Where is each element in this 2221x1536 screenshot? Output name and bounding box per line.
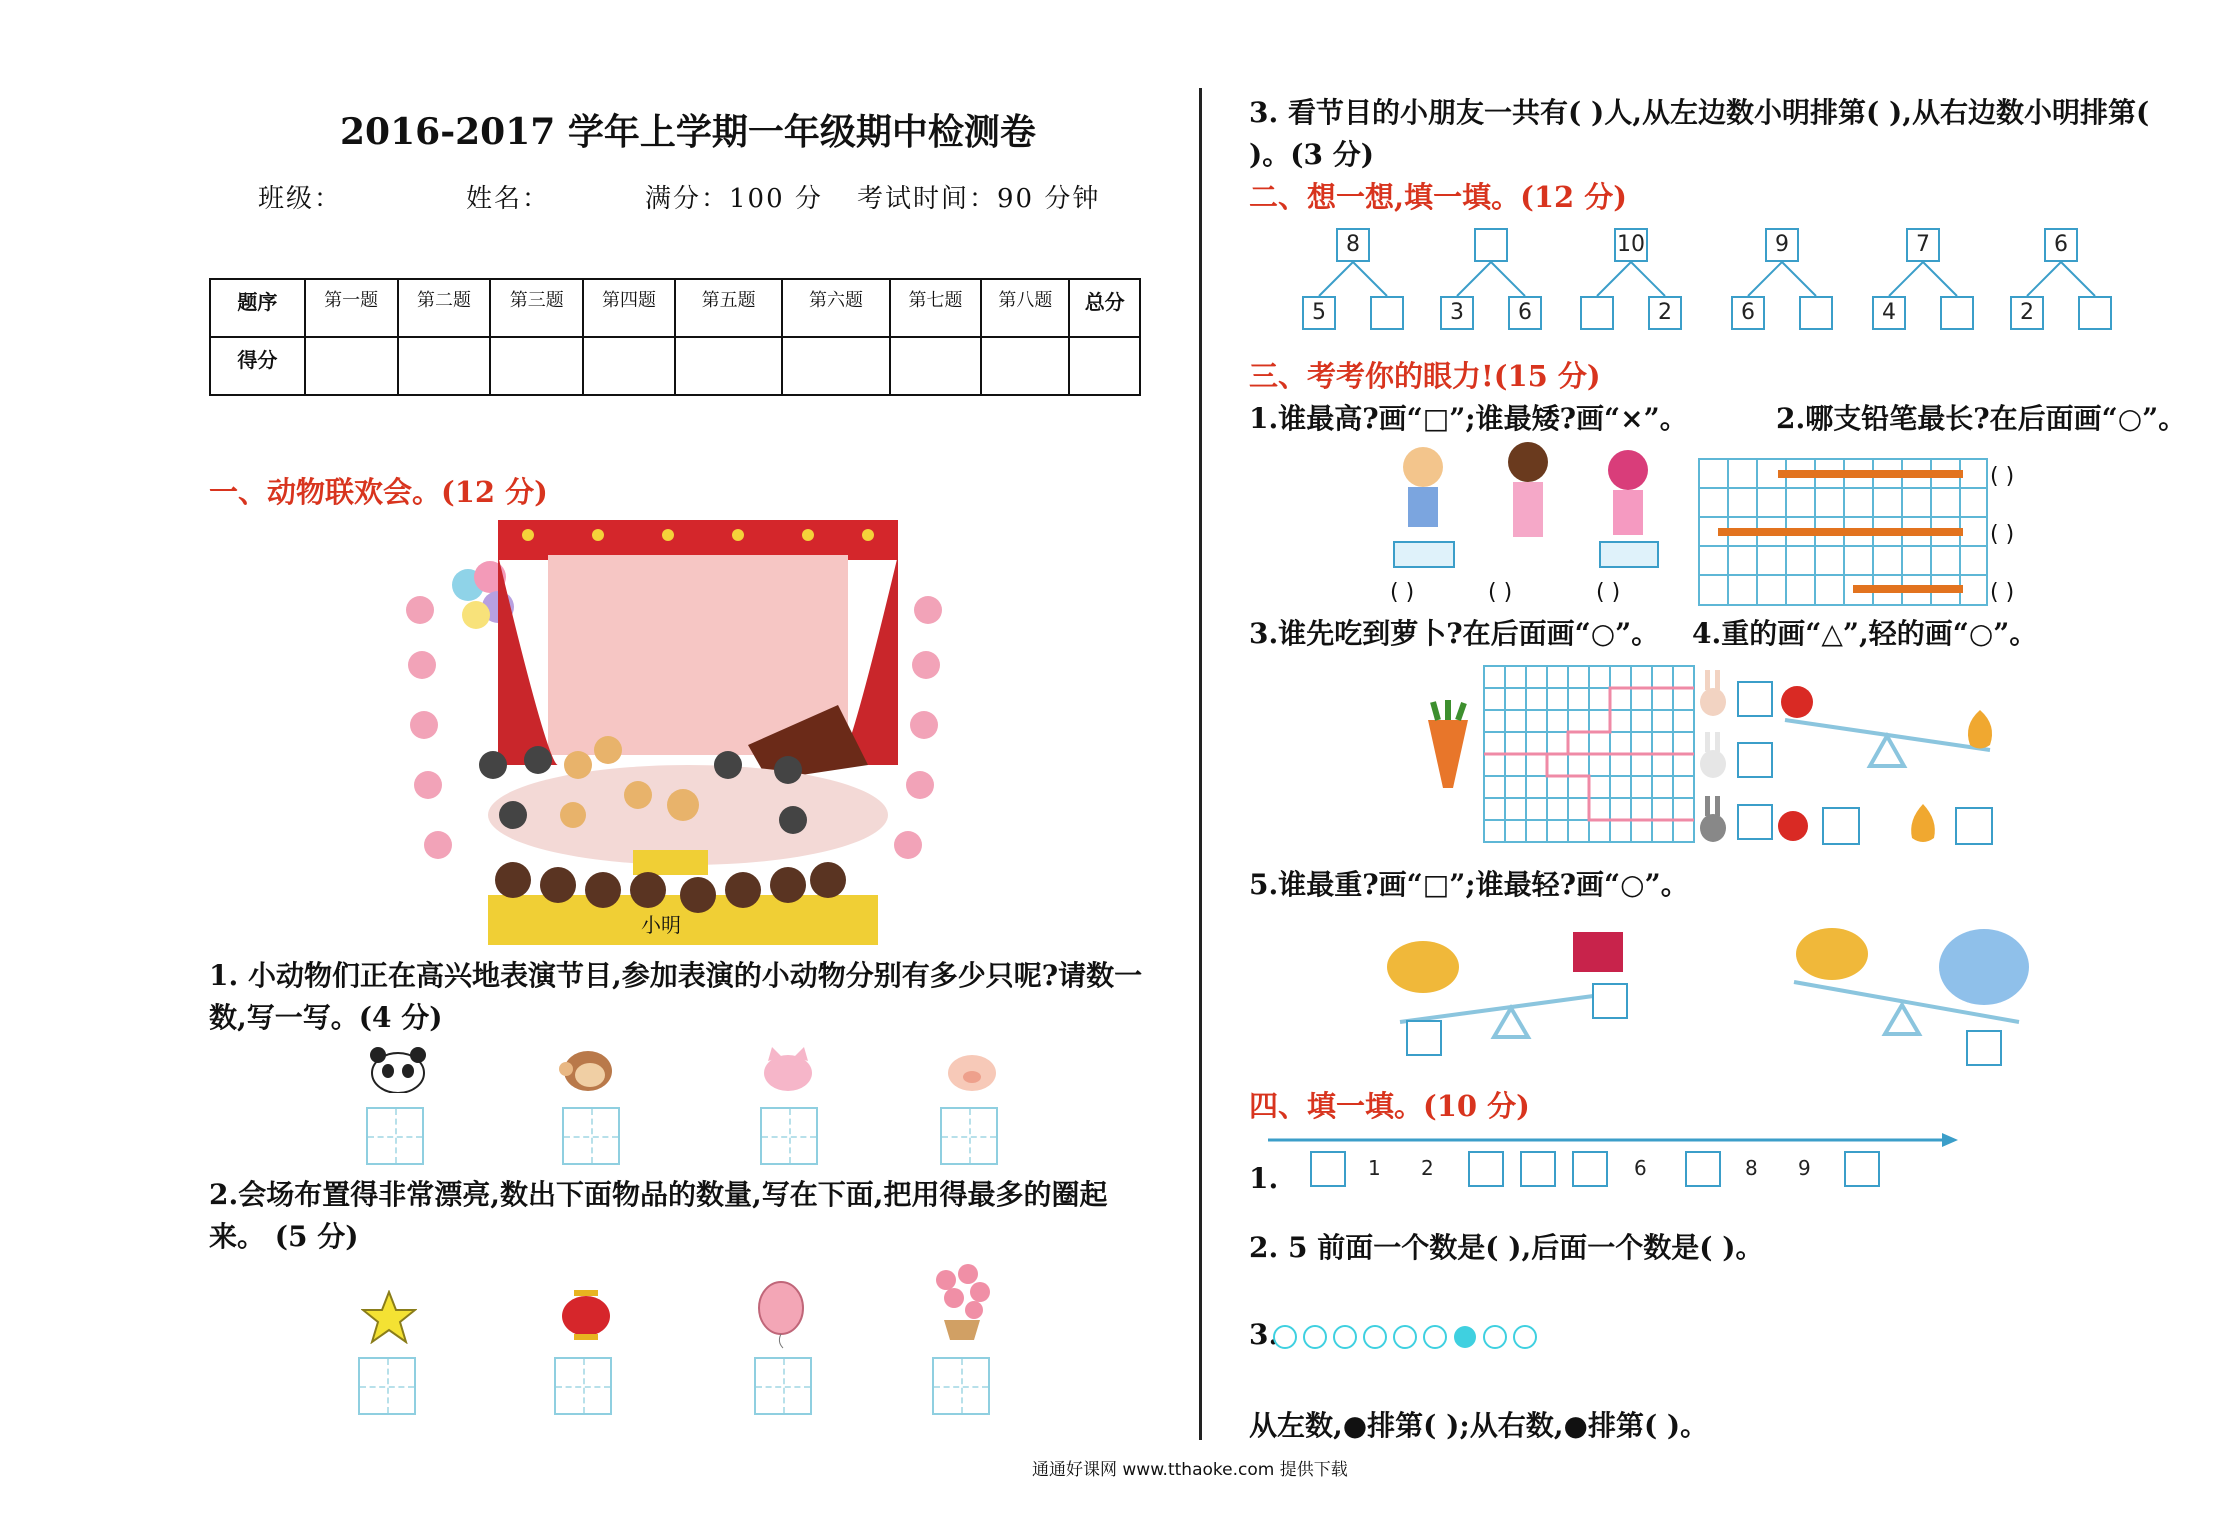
- section4-q2: 2. 5 前面一个数是( ),后面一个数是( )。: [1249, 1231, 1764, 1264]
- pear-answer-box[interactable]: [1955, 807, 1993, 845]
- girl1-paren[interactable]: ( ): [1390, 580, 1415, 605]
- score-cell[interactable]: [583, 337, 675, 395]
- apple-answer-box[interactable]: [1822, 807, 1860, 845]
- section3-q5: 5.谁最重?画“□”;谁最轻?画“○”。: [1249, 868, 1689, 901]
- score-header: 第七题: [890, 279, 982, 337]
- answer-box-balloon[interactable]: [754, 1357, 812, 1415]
- tree-right-box: 2: [1648, 296, 1682, 330]
- answer-box-panda[interactable]: [366, 1107, 424, 1165]
- tree-left-box: 2: [2010, 296, 2044, 330]
- score-cell[interactable]: [398, 337, 491, 395]
- number-line-number: 6: [1634, 1156, 1647, 1180]
- tree-top-box: 9: [1765, 228, 1799, 262]
- number-line-blank[interactable]: [1520, 1151, 1556, 1187]
- score-cell[interactable]: [675, 337, 782, 395]
- tree-right-box[interactable]: [1799, 296, 1833, 330]
- section1-q3: 3. 看节目的小朋友一共有( )人,从左边数小明排第( ),从右边数小明排第( )。(3 分): [1249, 96, 2150, 171]
- tree-right-box: 6: [1508, 296, 1542, 330]
- section4-q1-label: 1.: [1249, 1162, 1279, 1195]
- number-line-number: 9: [1798, 1156, 1811, 1180]
- score-cell[interactable]: [305, 337, 398, 395]
- class-label: 班级：: [258, 184, 343, 214]
- tree-left-box: 3: [1440, 296, 1474, 330]
- answer-box-star[interactable]: [358, 1357, 416, 1415]
- tree-top-box: 6: [2044, 228, 2078, 262]
- tree-top-box: 8: [1336, 228, 1370, 262]
- carrot-icon: [1418, 700, 1478, 790]
- tree-branches: [1576, 260, 1686, 300]
- name-label: 姓名：: [466, 184, 551, 214]
- section3-q3: 3.谁先吃到萝卜?在后面画“○”。: [1249, 617, 1660, 650]
- tree-right-box[interactable]: [2078, 296, 2112, 330]
- score-header: 第二题: [398, 279, 491, 337]
- score-header: 总分: [1069, 279, 1140, 337]
- balloon-icon: [753, 1280, 809, 1350]
- girl2-paren[interactable]: ( ): [1488, 580, 1513, 605]
- tree-branches: [1436, 260, 1546, 300]
- answer-box-pig[interactable]: [940, 1107, 998, 1165]
- tree-top-box: 10: [1614, 228, 1648, 262]
- number-line-arrow: [1268, 1130, 1958, 1150]
- pencil2-paren[interactable]: ( ): [1990, 522, 2015, 547]
- section3-q4: 4.重的画“△”,轻的画“○”。: [1692, 617, 2038, 650]
- number-line-blank[interactable]: [1572, 1151, 1608, 1187]
- tree-top-box: 7: [1906, 228, 1940, 262]
- column-divider: [1199, 88, 1202, 1440]
- score-header: 题序: [210, 279, 305, 337]
- tree-branches: [1727, 260, 1837, 300]
- score-header: 第八题: [981, 279, 1069, 337]
- tree-right-box[interactable]: [1370, 296, 1404, 330]
- rabbit3-answer-box[interactable]: [1737, 804, 1773, 840]
- tree-branches: [1868, 260, 1978, 300]
- circle-row: [1272, 1322, 1542, 1352]
- full-score: 满分：100 分: [645, 184, 823, 214]
- section4-heading: 四、填一填。(10 分): [1249, 1089, 1530, 1123]
- rabbit1-answer-box[interactable]: [1737, 681, 1773, 717]
- monkey-icon: [556, 1045, 620, 1093]
- stage-illustration: [398, 515, 948, 945]
- number-line-number: 2: [1421, 1156, 1434, 1180]
- panda-icon: [366, 1045, 430, 1093]
- number-line-blank[interactable]: [1468, 1151, 1504, 1187]
- apple-pear-balance: [1775, 680, 2005, 780]
- score-cell[interactable]: [490, 337, 583, 395]
- section4-q3-label: 3.: [1249, 1318, 1279, 1351]
- rabbit2-answer-box[interactable]: [1737, 742, 1773, 778]
- cow-elephant-balance: [1784, 912, 2044, 1062]
- maze-grid: [1483, 665, 1695, 843]
- girls-illustration: [1388, 442, 1668, 572]
- cow-answer-box[interactable]: [1406, 1020, 1442, 1056]
- flower-pot-icon: [928, 1262, 996, 1342]
- section3-heading: 三、考考你的眼力!(15 分): [1249, 359, 1601, 393]
- score-cell[interactable]: [1069, 337, 1140, 395]
- tree-left-box: 5: [1302, 296, 1336, 330]
- section1-heading: 一、动物联欢会。(12 分): [209, 475, 548, 509]
- answer-box-lantern[interactable]: [554, 1357, 612, 1415]
- tree-branches: [1298, 260, 1408, 300]
- score-cell[interactable]: [782, 337, 889, 395]
- girl3-paren[interactable]: ( ): [1596, 580, 1621, 605]
- score-header: 第六题: [782, 279, 889, 337]
- answer-box-flower[interactable]: [932, 1357, 990, 1415]
- number-line-number: 1: [1368, 1156, 1381, 1180]
- cat-icon: [756, 1045, 820, 1093]
- elephant-answer-box[interactable]: [1966, 1030, 2002, 1066]
- section3-q2: 2.哪支铅笔最长?在后面画“○”。: [1776, 402, 2187, 435]
- tree-left-box[interactable]: [1580, 296, 1614, 330]
- score-header: 第四题: [583, 279, 675, 337]
- footer: 通通好课网 www.tthaoke.com 提供下载: [1032, 1460, 1348, 1480]
- score-header: 第五题: [675, 279, 782, 337]
- pig-icon: [940, 1045, 1004, 1093]
- tree-top-box[interactable]: [1474, 228, 1508, 262]
- section3-q1: 1.谁最高?画“□”;谁最矮?画“×”。: [1249, 402, 1688, 435]
- answer-box-monkey[interactable]: [562, 1107, 620, 1165]
- tree-left-box: 4: [1872, 296, 1906, 330]
- score-row-label: 得分: [210, 337, 305, 395]
- lantern-icon: [556, 1286, 616, 1346]
- score-header: 第三题: [490, 279, 583, 337]
- exam-time: 考试时间：90 分钟: [857, 184, 1101, 214]
- pencil1-paren[interactable]: ( ): [1990, 464, 2015, 489]
- score-cell[interactable]: [890, 337, 982, 395]
- number-line-blank[interactable]: [1844, 1151, 1880, 1187]
- section4-q3-tail: 从左数,●排第( );从右数,●排第( )。: [1249, 1409, 1709, 1442]
- pear-icon: [1906, 802, 1940, 846]
- tree-right-box[interactable]: [1940, 296, 1974, 330]
- horse-answer-box[interactable]: [1592, 983, 1628, 1019]
- star-icon: [361, 1290, 417, 1344]
- score-cell[interactable]: [981, 337, 1069, 395]
- page-title: 2016-2017 学年上学期一年级期中检测卷: [340, 111, 1036, 153]
- xiaoming-label: 小明: [641, 913, 681, 937]
- pencil-grid: [1698, 458, 1988, 606]
- rabbits-icon: [1695, 668, 1731, 848]
- pencil3-paren[interactable]: ( ): [1990, 580, 2015, 605]
- number-line-blank[interactable]: [1310, 1151, 1346, 1187]
- apple-icon: [1776, 808, 1810, 842]
- number-line-number: 8: [1745, 1156, 1758, 1180]
- score-table: [209, 278, 1141, 396]
- tree-branches: [2006, 260, 2116, 300]
- section1-q1: 1. 小动物们正在高兴地表演节目,参加表演的小动物分别有多少只呢?请数一数,写一写。(4 分): [209, 959, 1143, 1034]
- section1-q2: 2.会场布置得非常漂亮,数出下面物品的数量,写在下面,把用得最多的圈起来。 (5 分): [209, 1178, 1108, 1253]
- tree-left-box: 6: [1731, 296, 1765, 330]
- number-line-blank[interactable]: [1685, 1151, 1721, 1187]
- answer-box-cat[interactable]: [760, 1107, 818, 1165]
- section2-heading: 二、想一想,填一填。(12 分): [1249, 180, 1627, 214]
- score-header: 第一题: [305, 279, 398, 337]
